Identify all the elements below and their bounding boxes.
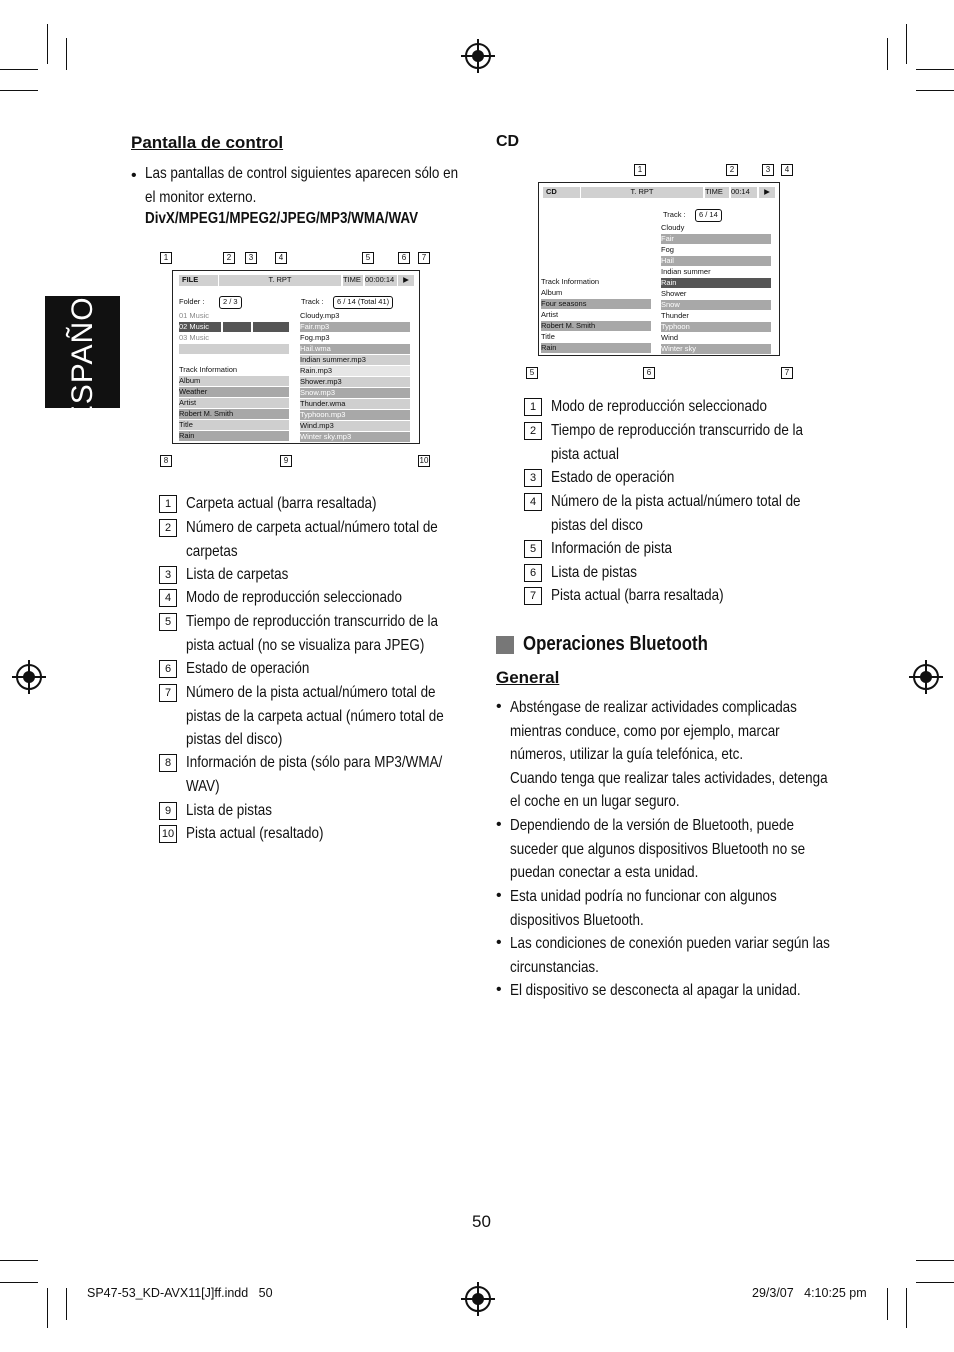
track-item: Shower.mp3 — [300, 377, 410, 387]
info-artist-value: Robert M. Smith — [541, 321, 651, 331]
section-title: Pantalla de control — [131, 133, 284, 152]
crop-mark — [916, 90, 954, 91]
legend-number: 3 — [159, 566, 177, 584]
format-subtitle: DivX/MPEG1/MPEG2/JPEG/MP3/WMA/WAV — [145, 210, 419, 227]
legend-item: Información de pista (sólo para MP3/WMA/ WAV) — [186, 754, 443, 795]
general-title: General — [496, 668, 560, 687]
cd-title: CD — [496, 133, 520, 150]
track-item: Wind — [661, 333, 679, 342]
bluetooth-section-title: Operaciones Bluetooth — [523, 633, 708, 655]
file-screen — [172, 270, 420, 444]
legend-number: 10 — [159, 825, 177, 843]
legend-number: 1 — [159, 495, 177, 513]
info-album-value: Weather — [179, 387, 289, 397]
legend-item: Modo de reproducción seleccionado — [551, 398, 767, 415]
legend-number: 7 — [159, 684, 177, 702]
callout-3: 3 — [762, 164, 774, 176]
intro-bullet-marker: • — [131, 167, 137, 184]
callout-4: 4 — [781, 164, 793, 176]
language-tab-label: ESPAÑOL — [65, 278, 99, 426]
mode-label: FILE — [179, 275, 218, 286]
info-artist-value: Robert M. Smith — [179, 409, 289, 419]
legend-number: 3 — [524, 469, 542, 487]
legend-number: 8 — [159, 754, 177, 772]
legend-item: Lista de pistas — [551, 564, 637, 581]
callout-9: 9 — [280, 455, 292, 467]
track-item: Winter sky.mp3 — [300, 432, 410, 442]
legend-item: Lista de carpetas — [186, 566, 289, 583]
track-item: Thunder.wma — [300, 399, 410, 409]
crop-mark — [47, 24, 48, 64]
callout-1: 1 — [160, 252, 172, 264]
page-number: 50 — [472, 1212, 491, 1231]
legend-item: Pista actual (resaltado) — [186, 825, 324, 842]
language-tab — [45, 278, 120, 426]
section-square-icon — [496, 636, 514, 654]
legend-number: 2 — [159, 519, 177, 537]
folder-item-current: 02 Music — [179, 322, 221, 332]
track-item: Indian summer.mp3 — [300, 355, 410, 365]
status-bar — [543, 186, 775, 198]
folder-highlight — [223, 322, 251, 332]
callout-6: 6 — [643, 367, 655, 379]
footer-date: 29/3/07 4:10:25 pm — [752, 1286, 867, 1300]
legend-item: Modo de reproducción seleccionado — [186, 589, 402, 606]
registration-mark-icon — [913, 664, 939, 690]
track-item: Winter sky — [661, 344, 771, 354]
track-count: 6 / 14 — [695, 209, 722, 222]
crop-mark — [916, 69, 954, 70]
track-item: Cloudy — [661, 223, 685, 232]
folder-item: 01 Music — [179, 311, 210, 320]
crop-mark — [0, 1282, 38, 1283]
legend-item: Carpeta actual (barra resaltada) — [186, 495, 377, 512]
time-value: 00:14 — [731, 187, 757, 198]
crop-mark — [0, 69, 38, 70]
track-item: Fair — [661, 234, 771, 244]
track-item: Fair.mp3 — [300, 322, 410, 332]
track-item: Snow — [661, 300, 771, 310]
time-label: TIME — [705, 187, 729, 198]
track-item: Wind.mp3 — [300, 421, 410, 431]
info-album-label: Album — [179, 376, 289, 386]
time-value: 00:00:14 — [365, 275, 397, 286]
info-artist-label: Artist — [179, 398, 289, 408]
track-info-title: Track Information — [179, 365, 238, 374]
status-bar — [177, 274, 415, 286]
bullet-item: Dependiendo de la versión de Bluetooth, puede suceder que algunos dispositivos Bluetooth no se puedan conectar a esta unidad. — [510, 817, 806, 881]
registration-mark-icon — [16, 664, 42, 690]
legend-item: Tiempo de reproducción transcurrido de la pista actual — [551, 422, 804, 463]
legend-item: Estado de operación — [186, 660, 310, 677]
legend-item: Número de la pista actual/número total de pistas del disco — [551, 493, 801, 534]
callout-6: 6 — [398, 252, 410, 264]
crop-mark — [66, 38, 67, 70]
info-title-label: Title — [179, 420, 289, 430]
intro-line: Las pantallas de control siguientes aparecen sólo en — [145, 165, 459, 182]
track-label: Track : — [663, 210, 686, 219]
bullet-item: Las condiciones de conexión pueden variar según las circunstancias. — [510, 935, 830, 976]
legend-item: Número de la pista actual/número total de pistas de la carpeta actual (número total de pistas del disco) — [186, 684, 444, 748]
legend-item: Estado de operación — [551, 469, 675, 486]
track-item: Hail.wma — [300, 344, 410, 354]
legend-number: 2 — [524, 422, 542, 440]
legend-number: 4 — [524, 493, 542, 511]
info-album-label: Album — [541, 288, 563, 297]
track-item: Typhoon — [661, 322, 771, 332]
callout-7: 7 — [418, 252, 430, 264]
registration-mark-icon — [465, 1286, 491, 1312]
track-item: Thunder — [661, 311, 689, 320]
callout-5: 5 — [526, 367, 538, 379]
intro-line: el monitor externo. — [145, 188, 257, 206]
track-item: Typhoon.mp3 — [300, 410, 410, 420]
callout-1: 1 — [634, 164, 646, 176]
crop-mark — [916, 1260, 954, 1261]
track-item: Shower — [661, 289, 687, 298]
folder-count: 2 / 3 — [219, 296, 242, 309]
track-item: Cloudy.mp3 — [300, 311, 340, 320]
callout-4: 4 — [275, 252, 287, 264]
info-title-label: Title — [541, 332, 555, 341]
legend-item: Información de pista — [551, 540, 673, 557]
legend-number: 6 — [159, 660, 177, 678]
play-status-icon: ▶ — [759, 187, 775, 198]
track-label: Track : — [301, 297, 324, 306]
track-item: Snow.mp3 — [300, 388, 410, 398]
callout-2: 2 — [726, 164, 738, 176]
track-item: Fog — [661, 245, 674, 254]
legend-item: Pista actual (barra resaltada) — [551, 587, 724, 604]
legend-number: 5 — [159, 613, 177, 631]
repeat-label: T. RPT — [581, 187, 703, 198]
cd-screen-diagram — [526, 162, 796, 380]
legend-number: 5 — [524, 540, 542, 558]
legend-item: Número de carpeta actual/número total de carpetas — [186, 519, 438, 560]
folder-item: 03 Music — [179, 333, 210, 342]
bullet-marker: • — [496, 934, 502, 951]
time-label: TIME — [343, 275, 363, 286]
callout-3: 3 — [245, 252, 257, 264]
callout-2: 2 — [223, 252, 235, 264]
crop-mark — [906, 1288, 907, 1328]
info-title-value: Rain — [179, 431, 289, 441]
crop-mark — [0, 90, 38, 91]
crop-mark — [916, 1282, 954, 1283]
callout-10: 10 — [419, 456, 429, 465]
track-count: 6 / 14 (Total 41) — [333, 296, 393, 309]
crop-mark — [906, 24, 907, 64]
info-title-value: Rain — [541, 343, 651, 353]
legend-item: Tiempo de reproducción transcurrido de la pista actual (no se visualiza para JPEG) — [186, 613, 439, 654]
file-screen-diagram — [160, 250, 432, 468]
folder-highlight — [253, 322, 289, 332]
bullet-marker: • — [496, 816, 502, 833]
footer-filename: SP47-53_KD-AVX11[J]ff.indd 50 — [87, 1286, 273, 1300]
track-item: Indian summer — [661, 267, 711, 276]
track-item: Fog.mp3 — [300, 333, 330, 342]
crop-mark — [66, 1288, 67, 1320]
mode-label: CD — [543, 187, 580, 198]
legend-number: 4 — [159, 589, 177, 607]
repeat-label: T. RPT — [219, 275, 341, 286]
info-album-value: Four seasons — [541, 299, 651, 309]
crop-mark — [47, 1288, 48, 1328]
bullet-item: Esta unidad podría no funcionar con algunos dispositivos Bluetooth. — [510, 888, 777, 929]
bullet-marker: • — [496, 887, 502, 904]
bullet-marker: • — [496, 981, 502, 998]
crop-mark — [0, 1260, 38, 1261]
legend-item: Lista de pistas — [186, 802, 272, 819]
info-artist-label: Artist — [541, 310, 559, 319]
crop-mark — [887, 38, 888, 70]
track-item-current: Rain — [661, 278, 771, 288]
legend-number: 1 — [524, 398, 542, 416]
play-status-icon: ▶ — [398, 275, 414, 286]
callout-7: 7 — [781, 367, 793, 379]
track-info-title: Track Information — [541, 277, 600, 286]
folder-label: Folder : — [179, 297, 205, 306]
callout-5: 5 — [362, 252, 374, 264]
bullet-item: El dispositivo se desconecta al apagar la unidad. — [510, 982, 801, 999]
crop-mark — [887, 1288, 888, 1320]
registration-mark-icon — [465, 43, 491, 69]
legend-number: 7 — [524, 587, 542, 605]
folder-empty-row — [179, 344, 289, 354]
legend-number: 6 — [524, 564, 542, 582]
track-item-current: Rain.mp3 — [300, 366, 410, 376]
intro-bullet — [145, 162, 518, 209]
bullet-marker: • — [496, 698, 502, 715]
bullet-item: Absténgase de realizar actividades complicadas mientras conduce, como por ejemplo, marcar números, utilizar la guía telefónica, etc. Cuando tenga que realizar tales actividades, detenga el coche en un lugar seguro. — [510, 699, 828, 810]
legend-number: 9 — [159, 802, 177, 820]
track-item: Hail — [661, 256, 771, 266]
cd-screen — [538, 182, 780, 356]
callout-8: 8 — [160, 455, 172, 467]
